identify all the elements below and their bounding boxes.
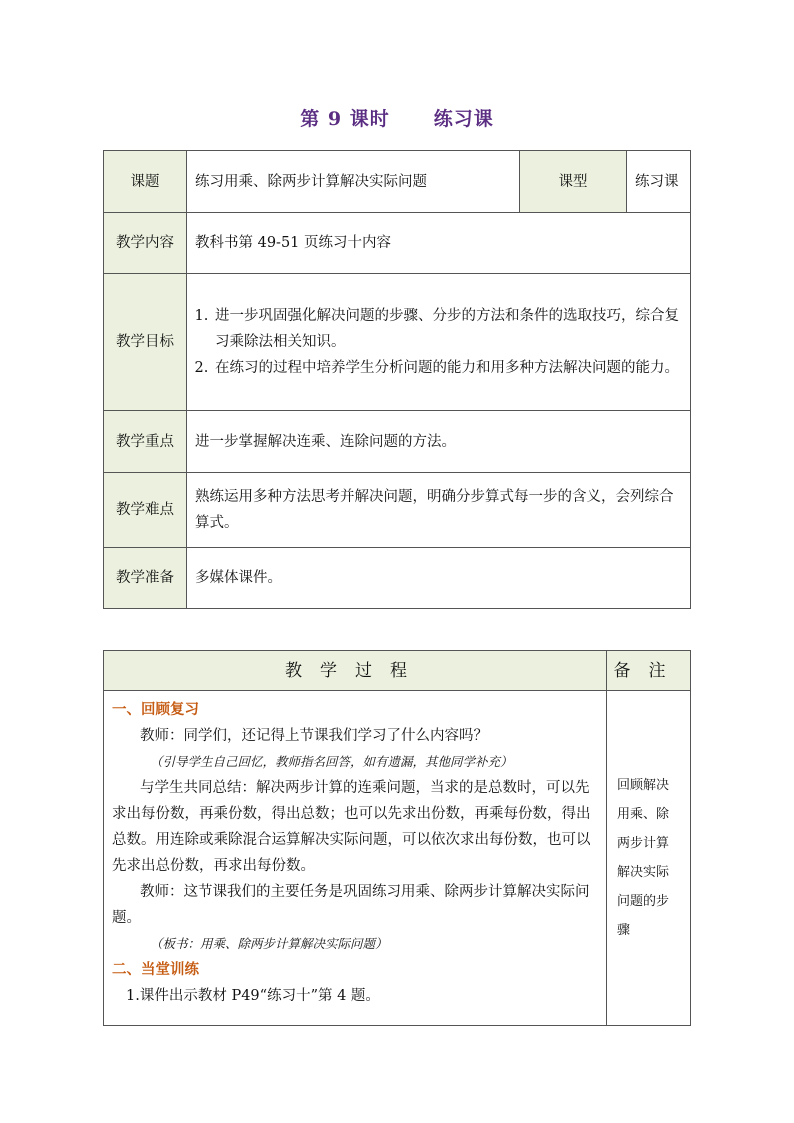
difficult-label: 教学难点	[104, 473, 187, 548]
lesson-number: 第 9 课时	[300, 108, 390, 130]
content-value: 教科书第 49-51 页练习十内容	[187, 213, 691, 274]
teacher-question: 教师：同学们，还记得上节课我们学习了什么内容吗？	[140, 728, 488, 744]
practice-item: 1.课件出示教材 P49“练习十”第 4 题。	[126, 988, 380, 1004]
key-value: 进一步掌握解决连乘、连除问题的方法。	[187, 411, 691, 473]
difficult-value: 熟练运用多种方法思考并解决问题，明确分步算式每一步的含义，会列综合算式。	[187, 473, 691, 548]
guide-note: （引导学生自己回忆，教师指名回答，如有遗漏，其他同学补充）	[150, 754, 513, 769]
topic-label: 课题	[104, 151, 187, 213]
goal-item: 2. 在练习的过程中培养学生分析问题的能力和用多种方法解决问题的能力。	[213, 355, 682, 381]
board-note: （板书：用乘、除两步计算解决实际问题）	[150, 936, 388, 951]
topic-value: 练习用乘、除两步计算解决实际问题	[187, 151, 520, 213]
prep-value: 多媒体课件。	[187, 548, 691, 609]
lesson-type: 练习课	[433, 108, 494, 130]
process-header-text: 教学过程	[285, 660, 425, 681]
section-review-heading: 一、回顾复习	[112, 702, 199, 718]
content-label: 教学内容	[104, 213, 187, 274]
kind-label: 课型	[520, 151, 627, 213]
kind-value: 练习课	[627, 151, 691, 213]
note-header	[607, 651, 691, 691]
section-practice-heading: 二、当堂训练	[112, 962, 199, 978]
summary-paragraph: 与学生共同总结：解决两步计算的连乘问题，当求的是总数时，可以先求出每份数，再乘份数，得出总数；也可以先求出份数，再乘每份数，得出总数。用连除或乘除混合运算解决实际问题，可以依次求出每份数，也可以先求出总份数，再求出每份数。	[112, 780, 591, 874]
page-title	[0, 104, 794, 131]
key-label: 教学重点	[104, 411, 187, 473]
process-header	[104, 651, 607, 691]
teaching-process-table	[103, 650, 691, 1026]
process-body	[104, 691, 607, 1026]
lesson-info-table	[103, 150, 691, 609]
prep-label: 教学准备	[104, 548, 187, 609]
teacher-task: 教师：这节课我们的主要任务是巩固练习用乘、除两步计算解决实际问题。	[112, 884, 590, 926]
goal-list	[195, 303, 682, 381]
goal-label: 教学目标	[104, 274, 187, 411]
goal-item: 1. 进一步巩固强化解决问题的步骤、分步的方法和条件的选取技巧，综合复习乘除法相关知识。	[213, 303, 682, 355]
goal-value	[187, 274, 691, 411]
note-header-text: 备注	[613, 660, 684, 681]
process-note: 回顾解决用乘、除两步计算解决实际问题的步骤	[607, 691, 691, 1026]
